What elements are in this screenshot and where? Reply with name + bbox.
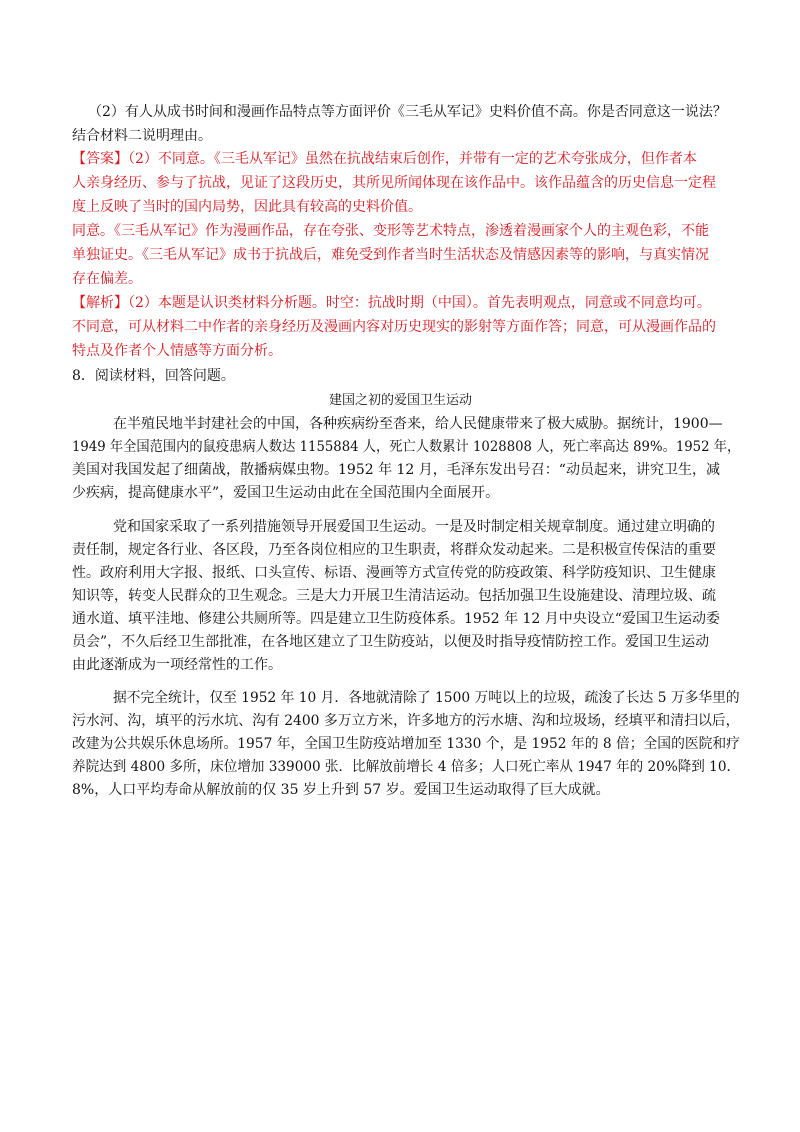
answer-line-3: 度上反映了当时的国内局势，因此具有较高的史料价值。 xyxy=(72,199,422,215)
paragraph-2-line-6: 员会”，不久后经卫生部批准，在各地区建立了卫生防疫站，以便及时指导疫情防控工作。爱国卫生运动 xyxy=(72,634,710,650)
paragraph-3-line-5: 8%，人口平均寿命从解放前的仅 35 岁上升到 57 岁。爱国卫生运动取得了巨大成就。 xyxy=(72,782,610,798)
paragraph-3-line-1: 据不完全统计，仅至 1952 年 10 月．各地就清除了 1500 万吨以上的垃圾，疏浚了长达 5 万多华里的 xyxy=(113,690,740,706)
paragraph-3-line-3: 改建为公共娱乐休息场所。1957 年，全国卫生防疫站增加至 1330 个，是 1952 年的 8 倍；全国的医院和疗 xyxy=(72,736,740,752)
answer-line-5: 单独证史。《三毛从军记》成书于抗战后，难免受到作者当时生活状态及情感因素等的影响，与真实情况 xyxy=(72,247,709,263)
paragraph-2-line-7: 由此逐渐成为一项经常性的工作。 xyxy=(72,657,282,673)
paragraph-2-line-1: 党和国家采取了一系列措施领导开展爱国卫生运动。一是及时制定相关规章制度。通过建立明确的 xyxy=(113,519,715,535)
question-line-2: 结合材料二说明理由。 xyxy=(72,128,212,144)
paragraph-2-line-3: 性。政府利用大字报、报纸、口头宣传、标语、漫画等方式宣传党的防疫政策、科学防疫知识、卫生健康 xyxy=(72,565,716,581)
paragraph-3-line-2: 污水河、沟，填平的污水坑、沟有 2400 多万立方米，许多地方的污水塘、沟和垃圾场，经填平和清扫以后， xyxy=(72,713,740,729)
paragraph-1-line-3: 美国对我国发起了细菌战，散播病媒虫物。1952 年 12 月，毛泽东发出号召：“动员起来，讲究卫生，减 xyxy=(72,462,720,478)
answer-line-6: 存在偏差。 xyxy=(72,271,142,287)
material-title: 建国之初的爱国卫生运动 xyxy=(329,393,473,408)
question-line-1: （2）有人从成书时间和漫画作品特点等方面评价《三毛从军记》史料价值不高。你是否同意这一说法？ xyxy=(88,104,727,120)
answer-line-2: 人亲身经历、参与了抗战，见证了这段历史，其所见所闻体现在该作品中。该作品蕴含的历史信息一定程 xyxy=(72,175,716,191)
paragraph-2-line-4: 知识等，转变人民群众的卫生观念。三是大力开展卫生清洁运动。包括加强卫生设施建设、清理垃圾、疏 xyxy=(72,588,716,604)
paragraph-2-line-5: 通水道、填平洼地、修建公共厕所等。四是建立卫生防疫体系。1952 年 12 月中央设立“爱国卫生运动委 xyxy=(72,611,720,627)
paragraph-1-line-1: 在半殖民地半封建社会的中国，各种疾病纷至沓来，给人民健康带来了极大威胁。据统计，1900— xyxy=(113,416,723,432)
answer-line-4: 同意。《三毛从军记》作为漫画作品，存在夸张、变形等艺术特点，渗透着漫画家个人的主观色彩，不能 xyxy=(72,223,709,239)
paragraph-1-line-4: 少疾病，提高健康水平”，爱国卫生运动由此在全国范围内全面展开。 xyxy=(72,485,500,501)
paragraph-2-line-2: 责任制，规定各行业、各区段，乃至各岗位相应的卫生职责，将群众发动起来。二是积极宣传保洁的重要 xyxy=(72,542,716,558)
paragraph-1-line-2: 1949 年全国范围内的鼠疫患病人数达 1155884 人，死亡人数累计 1028808 人，死亡率高达 89%。1952 年， xyxy=(72,439,741,455)
answer-line-1: 【答案】（2）不同意。《三毛从军记》虽然在抗战结束后创作，并带有一定的艺术夸张成分，但作者本 xyxy=(72,151,697,167)
analysis-line-3: 特点及作者个人情感等方面分析。 xyxy=(72,343,282,359)
paragraph-3-line-4: 养院达到 4800 多所，床位增加 339000 张．比解放前增长 4 倍多；人口死亡率从 1947 年的 20%降到 10． xyxy=(72,759,741,775)
question-8-prompt: 8．阅读材料，回答问题。 xyxy=(72,368,235,384)
analysis-line-1: 【解析】（2）本题是认识类材料分析题。时空：抗战时期（中国）。首先表明观点，同意或不同意均可。 xyxy=(72,295,711,311)
analysis-line-2: 不同意，可从材料二中作者的亲身经历及漫画内容对历史现实的影射等方面作答；同意，可从漫画作品的 xyxy=(72,319,716,335)
